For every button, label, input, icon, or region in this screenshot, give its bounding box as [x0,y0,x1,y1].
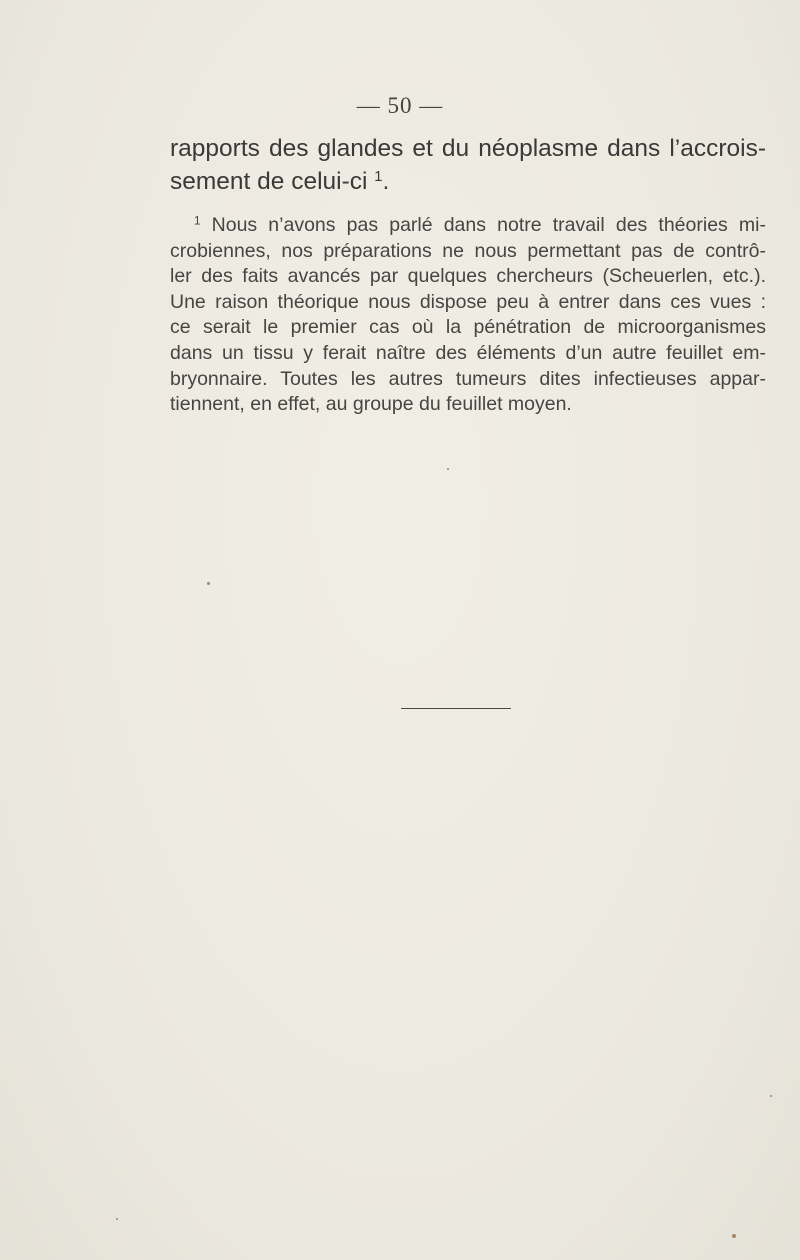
paper-speck [116,1218,118,1220]
footnote-line-3: ler des faits avancés par quelques chercheurs (Scheuerlen, etc.). [170,265,766,288]
body-line-2-text: sement de celui-ci [170,168,368,195]
paper-speck [732,1234,736,1238]
body-end-punct: . [382,168,390,195]
footnote-line-4: Une raison théorique nous dispose peu à entrer dans ces vues : [170,290,766,313]
footnote-reference: 1 [374,168,383,185]
footnote [170,213,766,418]
paper-speck [770,1095,772,1097]
footnote-line-5: ce serait le premier cas où la pénétration de microorganismes [170,316,766,339]
footnote-line-2: crobiennes, nos préparations ne nous permettant pas de contrô- [170,239,766,262]
footnote-line-1-text: Nous n’avons pas parlé dans notre travail des théories mi- [211,214,766,236]
footnote-line-1 [170,213,766,239]
body-line-2 [170,165,766,198]
page-number: — 50 — [356,93,444,118]
footnote-line-7: bryonnaire. Toutes les autres tumeurs dites infectieuses appar- [170,367,766,390]
section-rule [401,708,511,709]
body-paragraph [170,132,766,198]
footnote-line-8: tiennent, en effet, au groupe du feuillet moyen. [170,393,572,416]
paper-speck [207,582,210,585]
body-line-1: rapports des glandes et du néoplasme dans l’accrois- [170,135,766,162]
footnote-line-6: dans un tissu y ferait naître des éléments d’un autre feuillet em- [170,341,766,364]
footnote-marker: 1 [194,214,201,228]
paper-speck [447,468,449,470]
